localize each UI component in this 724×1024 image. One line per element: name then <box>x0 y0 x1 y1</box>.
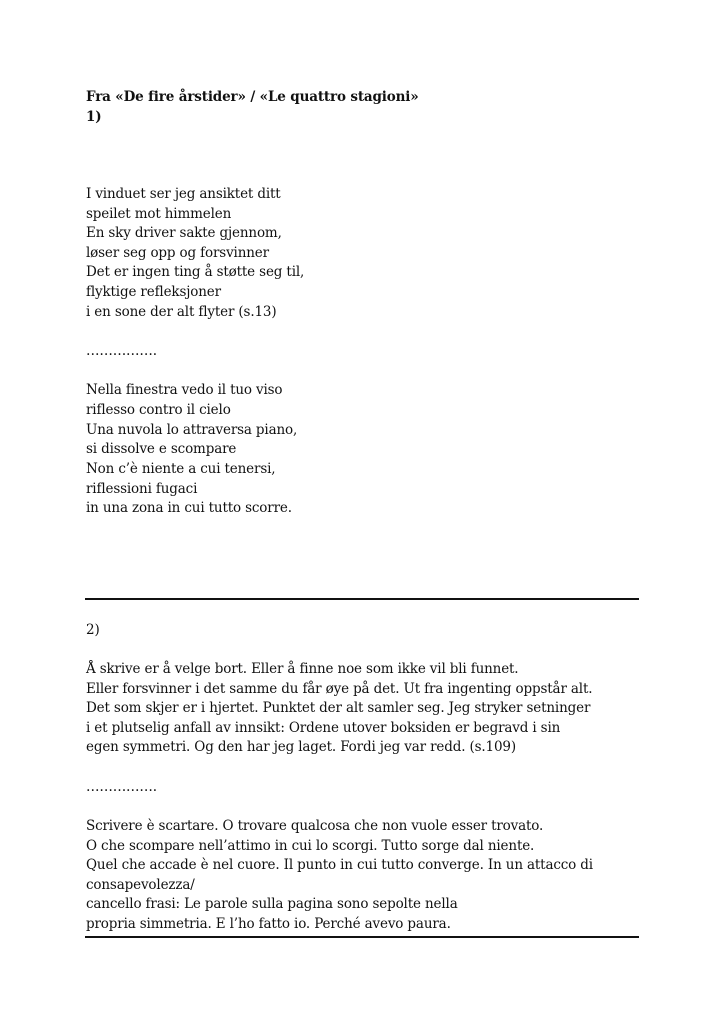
poem-line: løser seg opp og forsvinner <box>86 245 269 261</box>
section-number-1: 1) <box>86 109 102 125</box>
poem-line: I vinduet ser jeg ansiktet ditt <box>86 186 281 202</box>
prose-line: propria simmetria. E l’ho fatto io. Perché avevo paura. <box>86 916 451 932</box>
poem-line: in una zona in cui tutto scorre. <box>86 500 292 516</box>
poem-line: riflesso contro il cielo <box>86 402 231 418</box>
poem-line: speilet mot himmelen <box>86 206 232 222</box>
prose-line: Å skrive er å velge bort. Eller å finne noe som ikke vil bli funnet. <box>86 661 519 677</box>
prose-line: Scrivere è scartare. O trovare qualcosa che non vuole esser trovato. <box>86 818 544 834</box>
poem-line: i en sone der alt flyter (s.13) <box>86 304 277 320</box>
prose-line: Det som skjer er i hjertet. Punktet der alt samler seg. Jeg stryker setninger <box>86 700 591 716</box>
prose-line: Eller forsvinner i det samme du får øye på det. Ut fra ingenting oppstår alt. <box>86 681 593 697</box>
separator-dots: ……………. <box>86 779 157 795</box>
poem-line: Una nuvola lo attraversa piano, <box>86 422 298 438</box>
section-number-2: 2) <box>86 622 100 638</box>
separator-dots: ……………. <box>86 343 157 359</box>
prose-line: cancello frasi: Le parole sulla pagina sono sepolte nella <box>86 896 458 912</box>
section-divider <box>85 598 639 600</box>
section-divider <box>85 936 639 938</box>
poem-line: flyktige refleksjoner <box>86 284 221 300</box>
prose-line: consapevolezza/ <box>86 877 195 893</box>
poem-line: riflessioni fugaci <box>86 481 198 497</box>
prose-line: i et plutselig anfall av innsikt: Ordene utover boksiden er begravd i sin <box>86 720 561 736</box>
poem-line: Det er ingen ting å støtte seg til, <box>86 264 305 280</box>
document-title: Fra «De fire årstider» / «Le quattro stagioni» <box>86 89 419 105</box>
poem-line: En sky driver sakte gjennom, <box>86 225 282 241</box>
prose-line: O che scompare nell’attimo in cui lo scorgi. Tutto sorge dal niente. <box>86 838 535 854</box>
poem-line: Non c’è niente a cui tenersi, <box>86 461 276 477</box>
poem-line: Nella finestra vedo il tuo viso <box>86 382 283 398</box>
prose-line: Quel che accade è nel cuore. Il punto in cui tutto converge. In un attacco di <box>86 857 593 873</box>
poem-line: si dissolve e scompare <box>86 441 237 457</box>
prose-line: egen symmetri. Og den har jeg laget. Fordi jeg var redd. (s.109) <box>86 739 516 755</box>
